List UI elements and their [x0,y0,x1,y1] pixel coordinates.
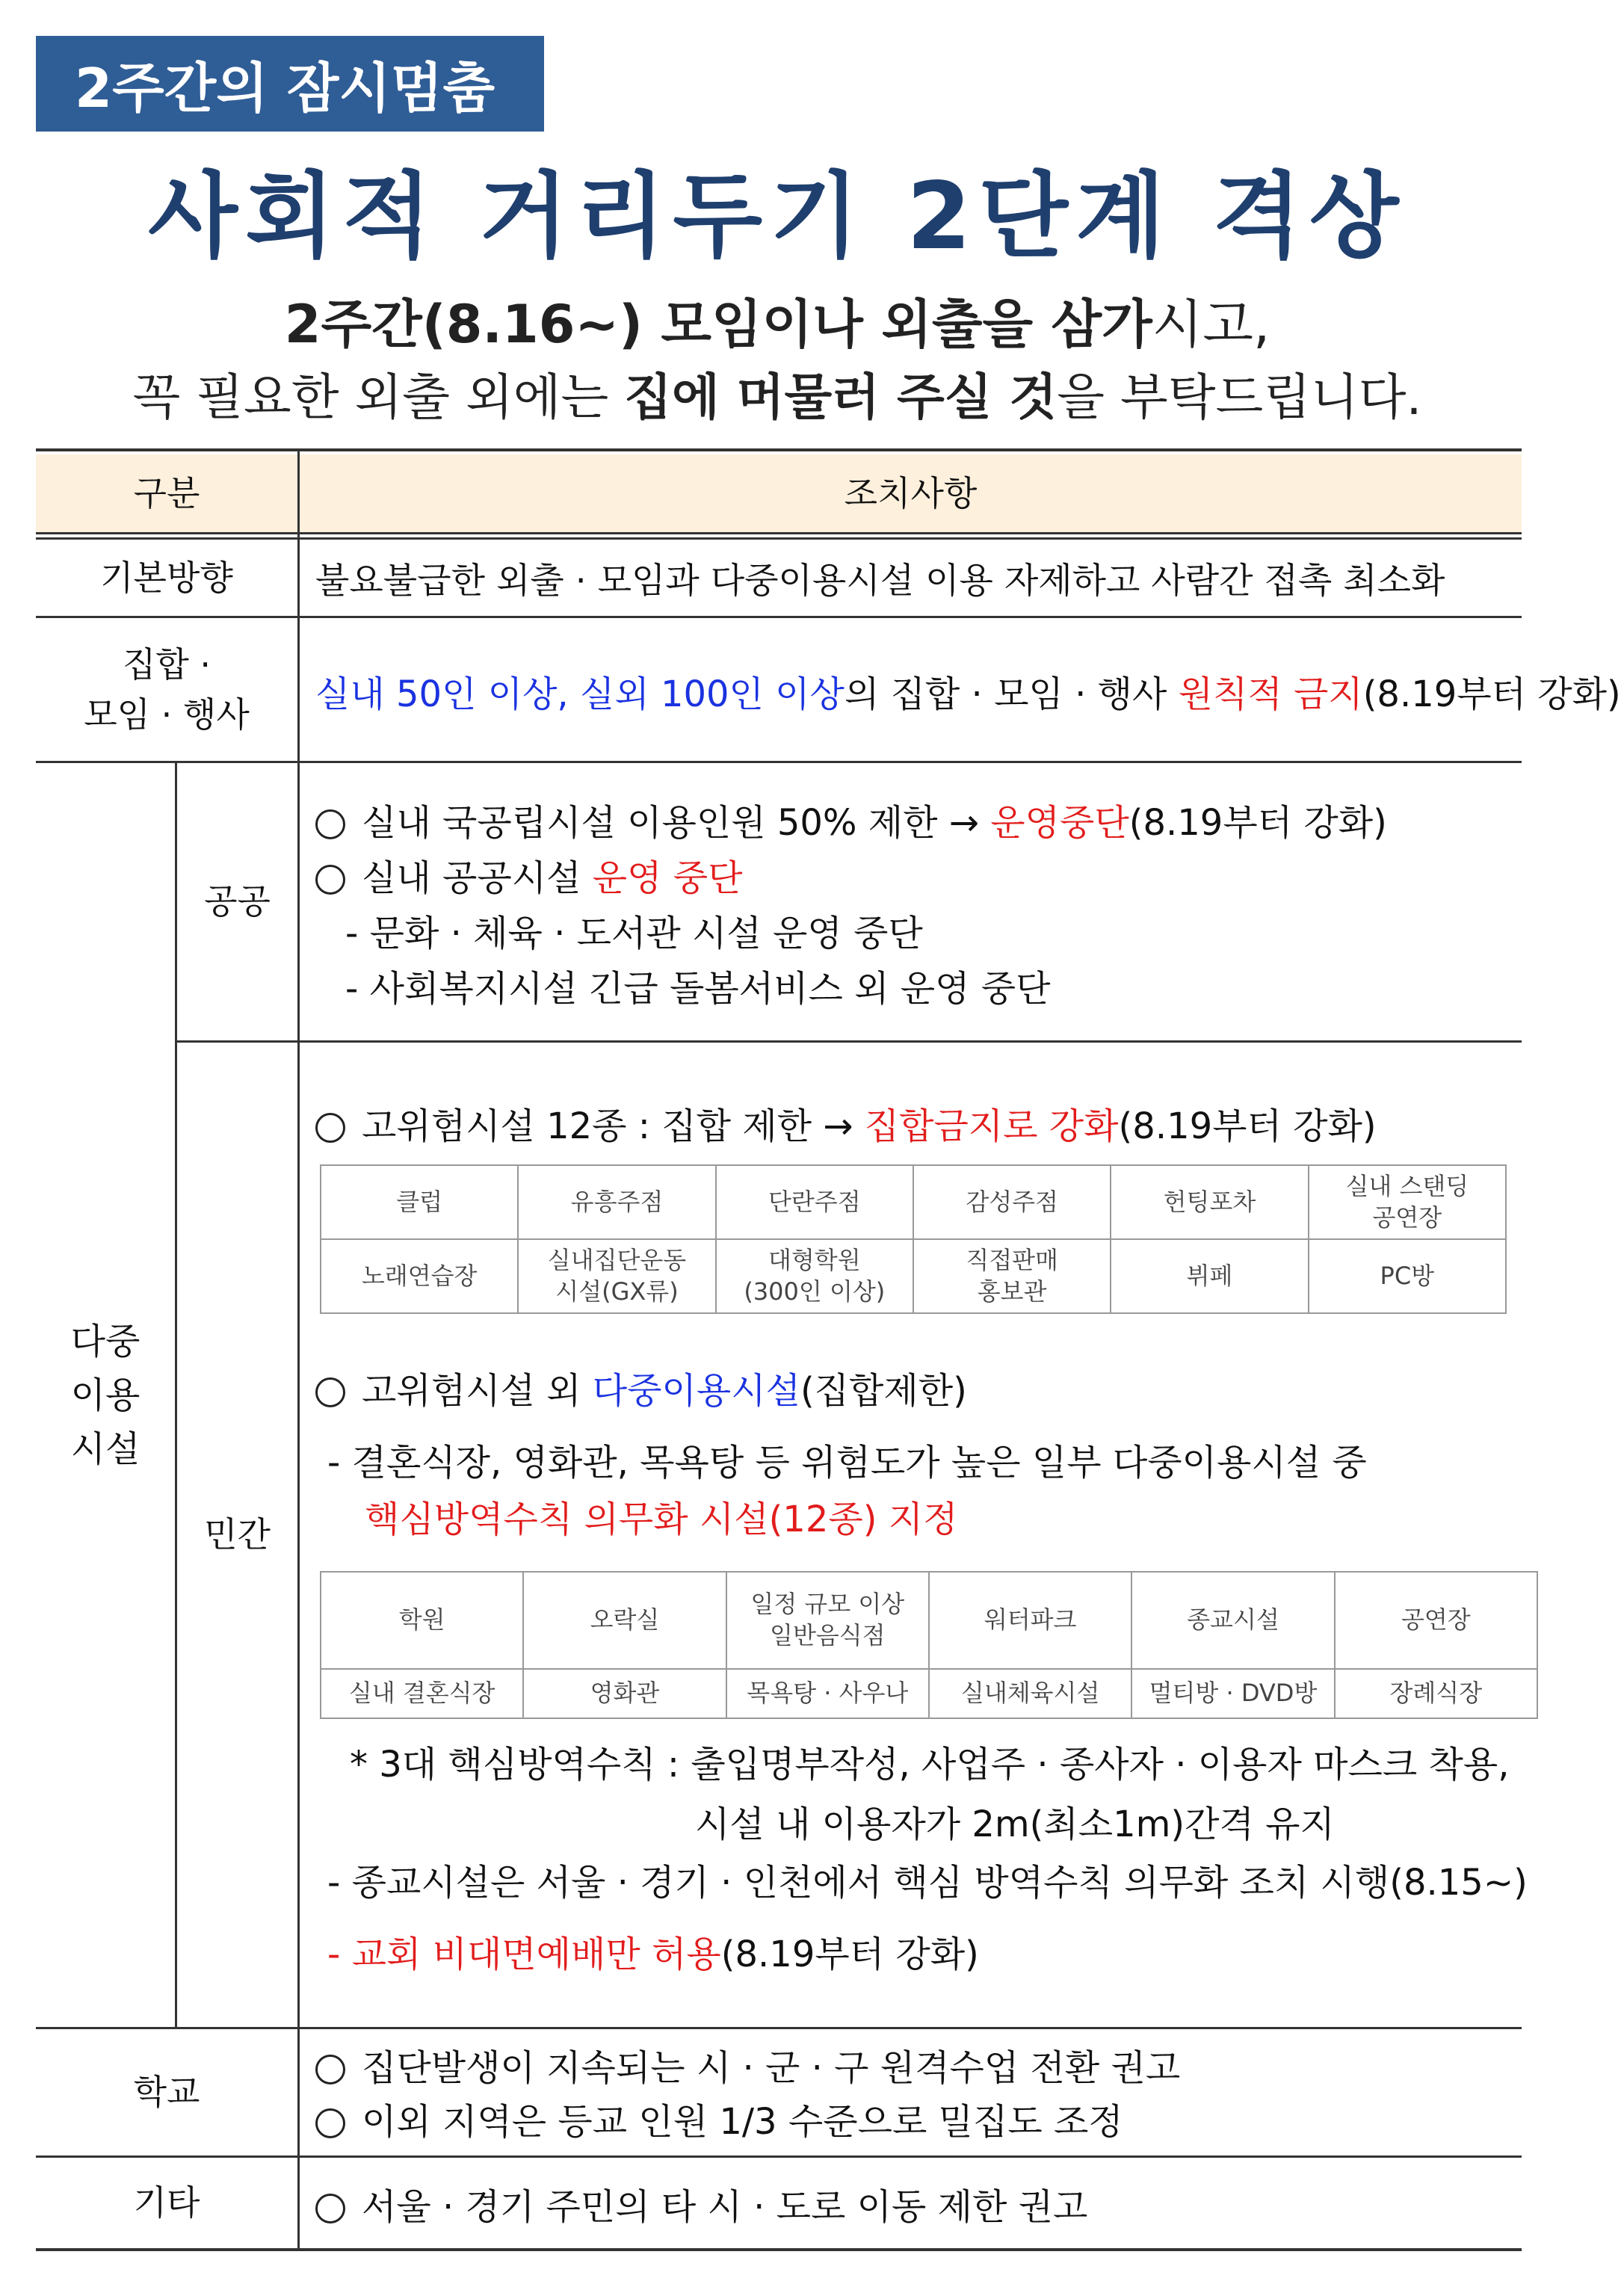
multi-use-line: 고위험시설 외 다중이용시설(집합제한) [315,1362,967,1413]
core-rule-facilities-table [320,1571,1538,1719]
facilities-label-line1: 다중 [70,1320,141,1363]
core-rule-facility-cell: 공연장 [1335,1572,1537,1669]
basic-text: 불요불급한 외출 · 모임과 다중이용시설 이용 자제하고 사람간 접촉 최소화 [315,561,1445,602]
page-title: 사회적 거리두기 2단계 격상 [148,163,1407,271]
rule-public [175,1040,1522,1043]
circle-bullet-icon [315,2194,345,2224]
core-rule-facility-cell: 오락실 [523,1572,726,1669]
school-label: 학교 [133,2072,200,2113]
rule-header-1 [36,532,1522,534]
core-rule-facility-cell: 실내체육시설 [929,1669,1131,1718]
high-risk-facilities-table [320,1164,1507,1314]
campaign-badge: 2주간의 잠시멈춤 [36,36,544,132]
gathering-label [36,618,297,761]
facilities-label-line2: 이용 [70,1374,141,1416]
public-line-3: - 문화 · 체육 · 도서관 시설 운영 중단 [345,913,923,954]
facilities-label [36,763,175,2027]
church-note: - 교회 비대면예배만 허용(8.19부터 강화) [327,1934,979,1975]
public-line-2: 실내 공공시설 운영 중단 [315,849,742,901]
public-line-4: - 사회복지시설 긴급 돌봄서비스 외 운영 중단 [345,968,1051,1010]
core-rules-note-1: * 3대 핵심방역수칙 : 출입명부작성, 사업주 · 종사자 · 이용자 마스크 착용, [350,1744,1510,1786]
high-risk-facility-cell: 실내집단운동 시설(GX류) [518,1239,715,1313]
core-rule-facility-cell: 일정 규모 이상 일반음식점 [726,1572,929,1669]
core-rule-facility-cell: 장례식장 [1335,1669,1537,1718]
circle-bullet-icon [315,1377,345,1407]
subtitle-line-1: 2주간(8.16~) 모임이나 외출을 삼가시고, [284,294,1270,355]
core-rule-facility-row [321,1572,1537,1669]
gathering-label-line1: 집합 · [122,644,211,685]
high-risk-facility-cell: 헌팅포차 [1111,1165,1308,1239]
multi-use-red: 핵심방역수칙 의무화 시설(12종) 지정 [365,1499,958,1540]
other-label: 기타 [133,2182,200,2224]
gathering-text: 실내 50인 이상, 실외 100인 이상의 집합 · 모임 · 행사 원칙적 금지(8.19부터 강화) [315,673,1621,715]
rule-bottom [36,2248,1522,2251]
core-rule-facility-cell: 목욕탕 · 사우나 [726,1669,929,1718]
core-rule-facility-cell: 워터파크 [929,1572,1131,1669]
subtitle-line-2: 꼭 필요한 외출 외에는 집에 머물러 주실 것을 부탁드립니다. [132,368,1422,426]
rule-top [36,448,1522,451]
high-risk-facility-cell: 단란주점 [716,1165,913,1239]
circle-bullet-icon [315,809,345,839]
high-risk-facility-cell: 실내 스탠딩 공연장 [1309,1165,1506,1239]
circle-bullet-icon [315,865,345,895]
core-rule-facility-cell: 실내 결혼식장 [321,1669,523,1718]
gathering-label-line2: 모임 · 행사 [84,694,250,735]
circle-bullet-icon [315,1113,345,1143]
core-rules-note-2: 시설 내 이용자가 2m(최소1m)간격 유지 [695,1803,1335,1845]
other-line-1: 서울 · 경기 주민의 타 시 · 도로 이동 제한 권고 [315,2178,1087,2229]
rule-col-divider [297,448,300,2251]
basic-label: 기본방향 [100,557,233,598]
core-rule-facility-cell: 멀티방 · DVD방 [1131,1669,1334,1718]
religion-note: - 종교시설은 서울 · 경기 · 인천에서 핵심 방역수칙 의무화 조치 시행(8.15~) [327,1862,1528,1904]
core-rule-facility-cell: 학원 [321,1572,523,1669]
high-risk-facility-row [321,1239,1506,1313]
circle-bullet-icon [315,2055,345,2084]
high-risk-facility-cell: 감성주점 [913,1165,1111,1239]
high-risk-facility-cell: 직접판매 홍보관 [913,1239,1111,1313]
circle-bullet-icon [315,2108,345,2138]
high-risk-facility-cell: 클럽 [321,1165,518,1239]
high-risk-facility-cell: 노래연습장 [321,1239,518,1313]
school-line-1: 집단발생이 지속되는 시 · 군 · 구 원격수업 전환 권고 [315,2039,1180,2090]
core-rule-facility-row [321,1669,1537,1718]
high-risk-facility-cell: PC방 [1309,1239,1506,1313]
high-risk-facility-cell: 뷔페 [1111,1239,1308,1313]
core-rule-facility-cell: 종교시설 [1131,1572,1334,1669]
private-label: 민간 [204,1514,271,1555]
header-measures: 조치사항 [844,472,978,513]
facilities-label-line3: 시설 [70,1428,141,1470]
school-line-2: 이외 지역은 등교 인원 1/3 수준으로 밀집도 조정 [315,2093,1123,2144]
high-risk-line: 고위험시설 12종 : 집합 제한 → 집합금지로 강화(8.19부터 강화) [315,1097,1377,1149]
measures-table [36,448,1621,2251]
multi-use-dash: - 결혼식장, 영화관, 목욕탕 등 위험도가 높은 일부 다중이용시설 중 [327,1442,1367,1484]
header-category: 구분 [133,472,200,513]
public-line-1: 실내 국공립시설 이용인원 50% 제한 → 운영중단(8.19부터 강화) [315,794,1387,845]
high-risk-facility-cell: 대형학원 (300인 이상) [716,1239,913,1313]
public-label: 공공 [204,881,271,922]
high-risk-facility-row [321,1165,1506,1239]
core-rule-facility-cell: 영화관 [523,1669,726,1718]
high-risk-facility-cell: 유흥주점 [518,1165,715,1239]
